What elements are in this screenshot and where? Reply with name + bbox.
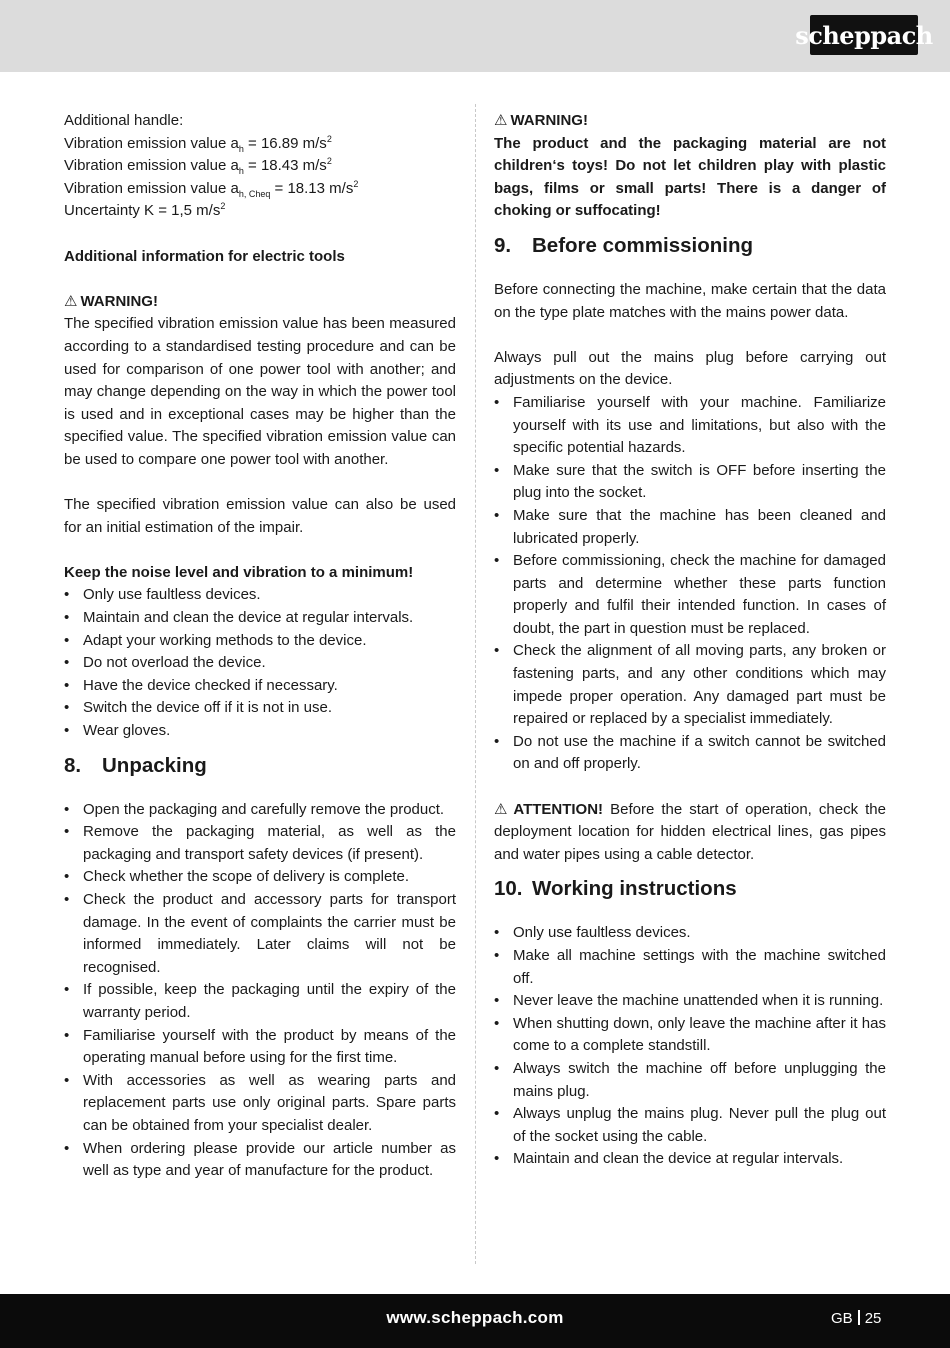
list-item: • Remove the packaging material, as well as the packaging and transport safety devices (if present).	[64, 821, 456, 866]
list-item: • Familiarise yourself with the product by means of the operating manual before using for the first time.	[64, 1025, 456, 1070]
list-item: • Check the alignment of all moving parts, any broken or fastening parts, and any other conditions which may impede proper operation. Any damaged part must be repaired or replaced by a specialist immediately.	[494, 640, 886, 730]
warning-heading: ⚠ WARNING!	[494, 112, 588, 129]
list-item: • Do not overload the device.	[64, 652, 456, 675]
children-warning-text: The product and the packaging material are not children‘s toys! Do not let children play with plastic bags, films or small parts! There is a danger of choking or suffocating!	[494, 134, 886, 220]
warning-heading: ⚠ WARNING!	[64, 292, 158, 310]
type-plate-paragraph: Before connecting the machine, make certain that the data on the type plate matches with the mains power data.	[494, 280, 886, 321]
list-item: • Wear gloves.	[64, 720, 456, 743]
list-item: • Before commissioning, check the machine for damaged parts and determine whether these parts function properly and fulfil their intended function. In cases of doubt, the part in question must be replaced.	[494, 550, 886, 640]
left-column	[64, 110, 456, 1183]
list-item: • Make sure that the machine has been cleaned and lubricated properly.	[494, 505, 886, 550]
uncertainty-value: Uncertainty K = 1,5 $m/s^2$	[64, 201, 226, 220]
vibration-value-3: Vibration emission value $a_{h, Cheq} = 18.13$ $m/s^2$	[64, 178, 359, 199]
scheppach-logo: scheppach	[810, 15, 918, 55]
unpacking-list	[64, 799, 456, 1183]
page-header	[0, 0, 950, 72]
list-item: • When ordering please provide our article number as well as type and year of manufacture for the product.	[64, 1138, 456, 1183]
vibration-value-1: Vibration emission value $a_h = 16.89$ $m/s^2$	[64, 133, 332, 154]
website-link[interactable]: www.scheppach.com	[386, 1308, 564, 1327]
right-column	[494, 110, 886, 1171]
list-item: • Only use faultless devices.	[64, 584, 456, 607]
list-item: • Never leave the machine unattended when it is running.	[494, 990, 886, 1013]
warning-triangle-icon: ⚠	[494, 112, 508, 129]
list-item: • Switch the device off if it is not in use.	[64, 697, 456, 720]
list-item: • Adapt your working methods to the device.	[64, 630, 456, 653]
attention-paragraph: ⚠ ATTENTION! Before the start of operation, check the deployment location for hidden electrical lines, gas pipes and water pipes using a cable detector.	[494, 800, 886, 863]
section-10-heading: 10. Working instructions	[494, 877, 737, 901]
section-9-heading: 9. Before commissioning	[494, 233, 753, 257]
list-item: • If possible, keep the packaging until the expiry of the warranty period.	[64, 979, 456, 1024]
noise-list	[64, 584, 456, 742]
list-item: • Only use faultless devices.	[494, 922, 886, 945]
column-divider	[475, 104, 476, 1264]
page-number: GB 25	[831, 1310, 882, 1327]
warning-triangle-icon: ⚠	[64, 292, 78, 310]
list-item: • Do not use the machine if a switch cannot be switched on and off properly.	[494, 731, 886, 776]
list-item: • Maintain and clean the device at regular intervals.	[494, 1148, 886, 1171]
list-item: • Make all machine settings with the machine switched off.	[494, 945, 886, 990]
list-item: • With accessories as well as wearing parts and replacement parts use only original parts. Spare parts can be obtained from your specialist dealer.	[64, 1070, 456, 1138]
mains-plug-paragraph: Always pull out the mains plug before carrying out adjustments on the device.	[494, 348, 886, 389]
electric-tools-heading: Additional information for electric tools	[64, 247, 345, 265]
list-item: • Check whether the scope of delivery is complete.	[64, 866, 456, 889]
list-item: • Check the product and accessory parts for transport damage. In the event of complaints the carrier must be informed immediately. Later claims will not be recognised.	[64, 889, 456, 979]
list-item: • Have the device checked if necessary.	[64, 675, 456, 698]
noise-heading: Keep the noise level and vibration to a minimum!	[64, 563, 414, 581]
commissioning-list	[494, 392, 886, 776]
additional-handle-label: Additional handle:	[64, 112, 184, 129]
list-item: • Make sure that the switch is OFF before inserting the plug into the socket.	[494, 460, 886, 505]
warning-triangle-icon: ⚠	[494, 800, 511, 818]
list-item: • Open the packaging and carefully remove the product.	[64, 799, 456, 822]
list-item: • Familiarise yourself with your machine. Familiarize yourself with its use and limitations, but also with the specific potential hazards.	[494, 392, 886, 460]
list-item: • When shutting down, only leave the machine after it has come to a complete standstill.	[494, 1013, 886, 1058]
list-item: • Always unplug the mains plug. Never pull the plug out of the socket using the cable.	[494, 1103, 886, 1148]
impair-paragraph: The specified vibration emission value can also be used for an initial estimation of the impair.	[64, 496, 456, 536]
list-item: • Maintain and clean the device at regular intervals.	[64, 607, 456, 630]
vibration-value-2: Vibration emission value $a_h = 18.43$ $m/s^2$	[64, 156, 332, 177]
warning-paragraph: The specified vibration emission value has been measured according to a standardised testing procedure and can be used for comparison of one power tool with another; and may change depending on the way in which the power tool is used and in exceptional cases may be higher than the specified value. The specified vibration emission value can be used to compare one power tool with another.	[64, 315, 456, 468]
page-footer	[0, 1294, 950, 1348]
list-item: • Always switch the machine off before unplugging the mains plug.	[494, 1058, 886, 1103]
section-8-heading: 8. Unpacking	[64, 753, 207, 777]
working-instructions-list	[494, 922, 886, 1171]
